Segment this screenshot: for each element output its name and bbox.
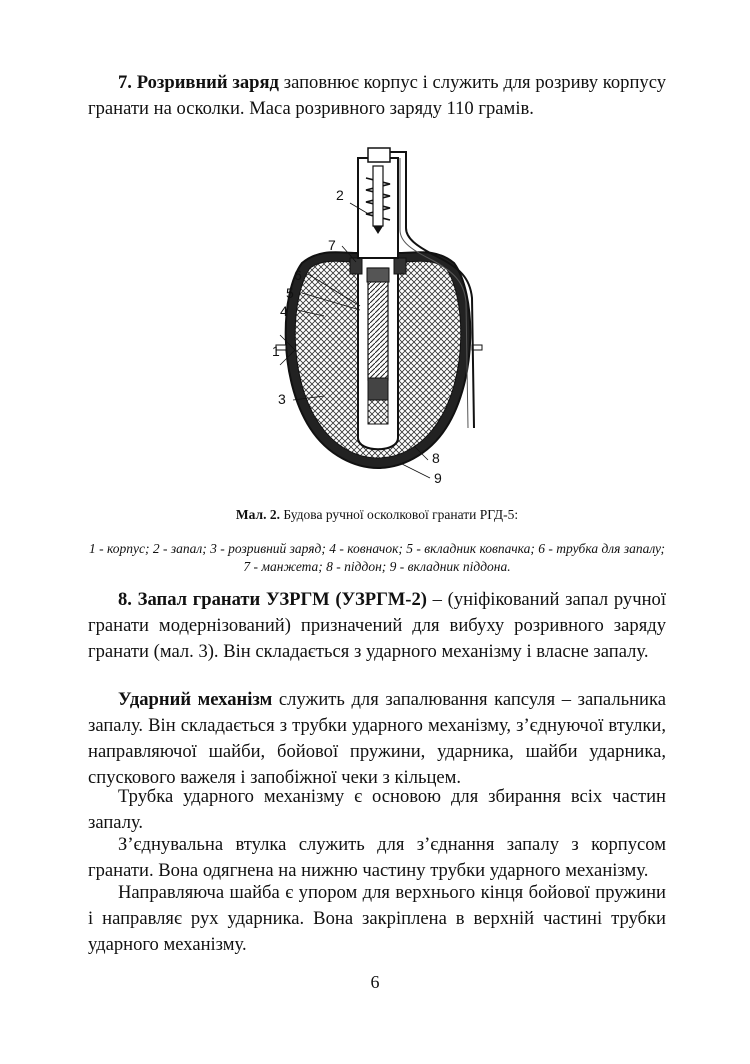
heading-fuze: 8. Запал гранати УЗРГМ (УЗРГМ-2) — [118, 589, 427, 610]
callout-3: 3 — [278, 391, 286, 407]
figure-legend: 1 - корпус; 2 - запал; 3 - розривний заряд; 4 - ковначок; 5 - вкладник ковпачка; 6 - трубка для запалу; 7 - манжета; 8 - піддон; 9 - вкладник піддона. — [88, 541, 666, 574]
fuze-detonator-top — [367, 268, 389, 282]
heading-burst-charge: 7. Розривний заряд — [118, 72, 279, 93]
striker — [373, 166, 383, 226]
paragraph-text: заповнює корпус і служить для розриву корпусу гранати на осколки. Маса розривного заряду 110 грамів. — [88, 72, 666, 119]
caption-text: Будова ручної осколкової гранати РГД-5: — [279, 507, 519, 522]
paragraph-tube: Трубка ударного механізму є основою для збирання всіх частин запалу. — [88, 786, 666, 833]
paragraph-burst-charge — [88, 70, 666, 122]
callout-9: 9 — [434, 470, 442, 486]
page-number: 6 — [370, 972, 380, 992]
paragraph-striker-mechanism — [88, 687, 666, 791]
collar-right — [394, 258, 406, 274]
fuze-cap — [368, 148, 390, 162]
paragraph-washer: Направляюча шайба є упором для верхнього кінця бойової пружини і направляє рух ударника. Вона закріплена в верхній частині трубки ударного механізму. — [88, 882, 666, 955]
fuze-stem — [368, 268, 388, 380]
caption-label: Мал. 2. — [235, 507, 280, 522]
paragraph-sleeve: З’єднувальна втулка служить для з’єднання запалу з корпусом гранати. Вона одягнена на нижню частину трубки ударного механізму. — [88, 834, 666, 881]
callout-7: 7 — [328, 237, 336, 253]
callout-1: 1 — [272, 343, 280, 359]
fuze-detonator-cap — [368, 378, 388, 400]
paragraph-text: – (уніфікований запал ручної гранати модернізований) призначений для вибуху розривного заряду гранати (мал. 3). Він складається з ударного механізму і власне запалу. — [88, 589, 666, 662]
callout-2: 2 — [336, 187, 344, 203]
collar-left — [350, 258, 362, 274]
paragraph-text: служить для запалювання капсуля – запальника запалу. Він складається з трубки ударного механізму, з’єднуючої втулки, направляючої шайби, бойової пружини, ударника, шайби ударника, спускового важеля і запобіжної чеки з кільцем. — [88, 689, 666, 788]
callout-4: 4 — [280, 303, 288, 319]
callout-5: 5 — [286, 285, 294, 301]
fuze-detonator-lower — [368, 400, 388, 424]
paragraph-fuze — [88, 587, 666, 665]
callout-6: 6 — [294, 267, 302, 283]
callout-8: 8 — [432, 450, 440, 466]
heading-striker-mechanism: Ударний механізм — [118, 689, 273, 710]
grenade-diagram — [240, 138, 520, 488]
figure-caption — [88, 506, 666, 524]
